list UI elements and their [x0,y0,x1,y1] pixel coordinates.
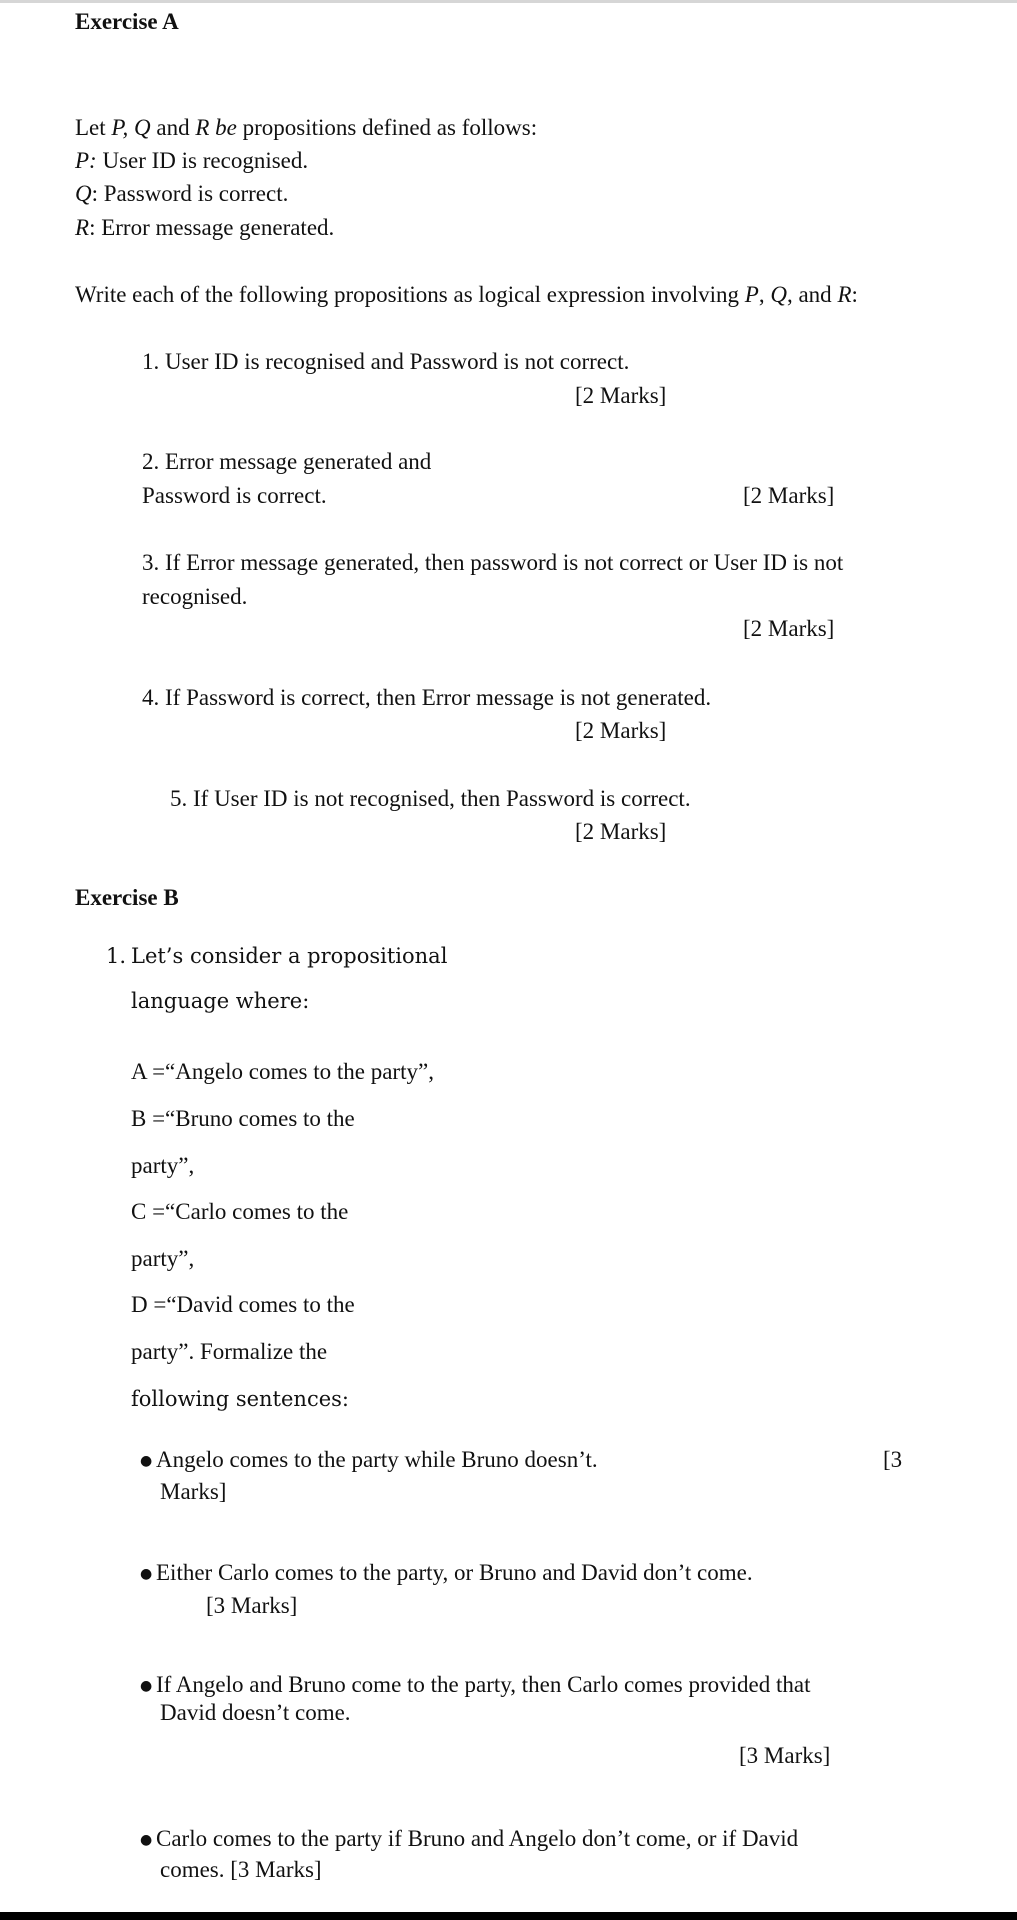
exercise-b-heading: Exercise B [75,885,179,910]
bullet-icon: ● [140,1832,153,1848]
bullet-icon: ● [140,1566,153,1582]
bottom-rule [0,1912,1017,1920]
definition-r: R: Error message generated. [75,215,335,240]
bullet-1-text-line-1: Angelo comes to the party while Bruno doesn’t. [156,1447,598,1472]
formalize-instruction: following sentences: [131,1387,349,1411]
item-2-text-line-1: 2. Error message generated and [142,449,432,474]
item-3-text-line-1: 3. If Error message generated, then password is not correct or User ID is not [142,550,844,575]
bullet-3-marks: [3 Marks] [739,1743,831,1768]
definition-q: Q: Password is correct. [75,181,289,206]
definition-a: A =“Angelo comes to the party”, [131,1059,434,1084]
definition-c-line-1: C =“Carlo comes to the [131,1199,349,1224]
bullet-icon: ● [140,1678,153,1694]
bullet-icon: ● [140,1453,153,1469]
definition-d-line-2: party”. Formalize the [131,1339,328,1364]
bullet-1-marks: [3 [883,1447,903,1472]
bullet-1-text-line-2: Marks] [160,1479,227,1504]
definition-c-line-2: party”, [131,1246,195,1271]
item-1-marks: [2 Marks] [575,383,667,408]
bullet-3-text-line-2: David doesn’t come. [160,1700,351,1725]
question-intro-line-2: language where: [131,989,310,1013]
item-4-text: 4. If Password is correct, then Error message is not generated. [142,685,712,710]
item-3-text-line-2: recognised. [142,584,248,609]
item-5-text: 5. If User ID is not recognised, then Password is correct. [170,786,691,811]
top-rule [0,0,1017,3]
item-5-marks: [2 Marks] [575,819,667,844]
bullet-4-text-line-2: comes. [3 Marks] [160,1857,322,1882]
definition-b-line-1: B =“Bruno comes to the [131,1106,355,1131]
exercise-a-heading: Exercise A [75,9,179,34]
item-1-text: 1. User ID is recognised and Password is not correct. [142,349,630,374]
item-2-text-line-2: Password is correct. [142,483,327,508]
item-3-marks: [2 Marks] [743,616,835,641]
question-number: 1. [106,944,127,968]
item-2-marks: [2 Marks] [743,483,835,508]
instruction-line: Write each of the following propositions as logical expression involving P, Q, and R: [75,282,858,307]
bullet-2-marks: [3 Marks] [206,1593,298,1618]
bullet-2-text: Either Carlo comes to the party, or Bruno and David don’t come. [156,1560,753,1585]
bullet-3-text-line-1: If Angelo and Bruno come to the party, then Carlo comes provided that [156,1672,811,1697]
definition-p: P: User ID is recognised. [75,148,309,173]
definition-b-line-2: party”, [131,1153,195,1178]
question-intro-line-1: Let’s consider a propositional [131,944,448,968]
bullet-4-text-line-1: Carlo comes to the party if Bruno and Angelo don’t come, or if David [156,1826,799,1851]
item-4-marks: [2 Marks] [575,718,667,743]
definition-d-line-1: D =“David comes to the [131,1292,355,1317]
intro-line: Let P, Q and R be propositions defined as follows: [75,115,538,140]
